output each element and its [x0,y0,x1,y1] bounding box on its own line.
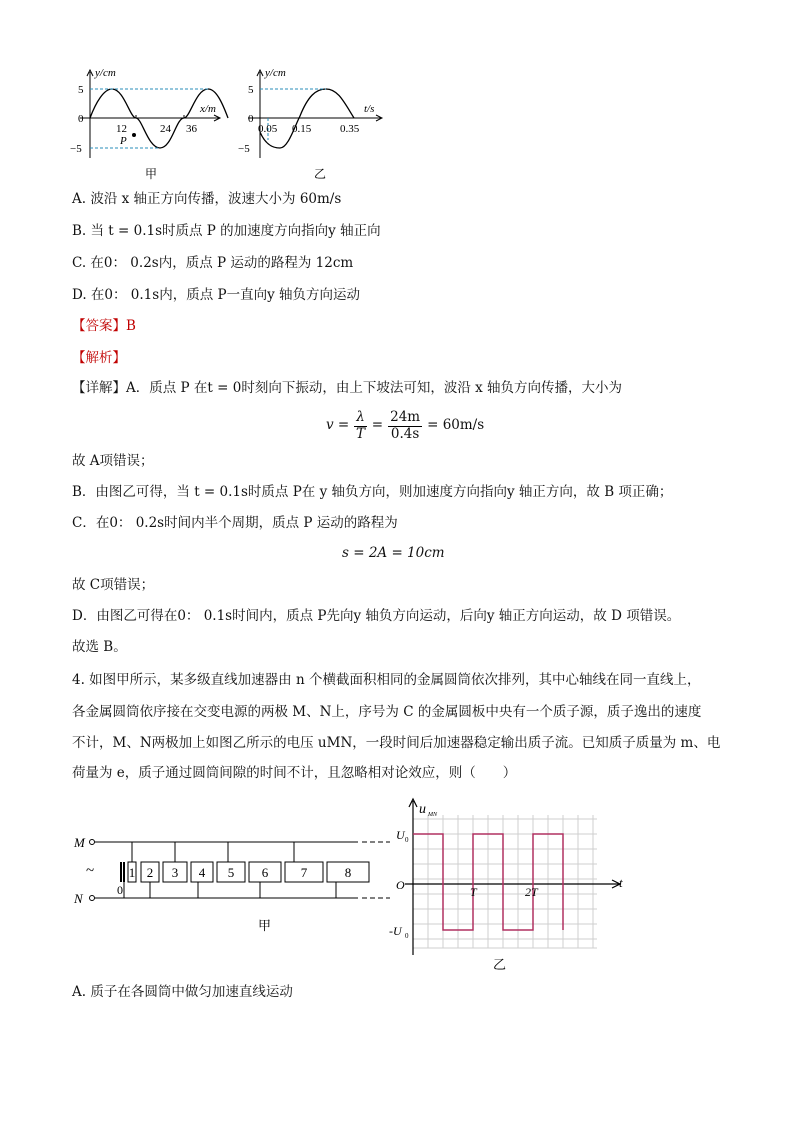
q4-line-3: 不计，M、N两极加上如图乙所示的电压 uMN，一段时间后加速器稳定输出质子流。已知质子质量为 m、电 [72,735,721,751]
vib-tick-x-015: 0.15 [292,123,312,135]
tube-label-8: 8 [344,865,352,880]
fraction-num-24m: 24m [390,409,421,425]
voltage-u0-sub: 0 [405,836,409,844]
tube-label-5: 5 [227,865,235,880]
q3-option-d: D. 在0： 0.1s内，质点 P一直向y 轴负方向运动 [72,287,360,303]
wave-tick-y-5: 5 [78,84,84,96]
vib-tick-x-035: 0.35 [340,123,360,135]
tube-label-3: 3 [171,865,179,880]
vib-ylabel: y/cm [265,67,286,79]
q4-line-4: 荷量为 e，质子通过圆筒间隙的时间不计，且忽略相对论效应，则（ ） [72,765,517,781]
tube-label-6: 6 [261,865,269,880]
voltage-neg-u0-sub: 0 [405,932,409,940]
detail-a-line: 【详解】A．质点 P 在t = 0时刻向下振动，由上下坡法可知，波沿 x 轴负方向传播，大小为 [72,380,623,396]
formula-v [326,408,484,444]
wave-ylabel: y/cm [95,67,116,79]
fraction-lambda-t [354,411,367,441]
point-p [132,133,136,137]
acc-caption: 甲 [258,918,272,933]
voltage-ylabel-sub: MN [428,812,437,818]
detail-a-conclusion: 故 A项错误； [72,453,154,469]
analysis-tag: 【解析】 [72,350,126,366]
choose-line: 故选 B。 [72,639,127,655]
detail-c-conclusion: 故 C项错误； [72,577,155,593]
vib-tick-y-neg5: −5 [238,143,250,155]
formula-equals: = [371,417,384,434]
acc-label-zero: 0 [117,883,123,897]
voltage-u0: U [396,828,405,842]
voltage-grid [413,815,597,948]
fraction-num-lambda: λ [356,409,365,425]
wave-tick-x-36: 36 [186,123,197,135]
q3-option-b: B. 当 t = 0.1s时质点 P 的加速度方向指向y 轴正向 [72,223,381,239]
wave-point-label: P [120,135,127,147]
vib-tick-x-005: 0.05 [258,123,278,135]
tube-label-4: 4 [198,865,206,880]
tube-label-1: 1 [128,865,136,880]
fraction-24m-04s [388,411,422,441]
detail-c-line: C．在0： 0.2s时间内半个周期，质点 P 运动的路程为 [72,515,398,531]
acc-label-m: M [74,835,85,850]
wave-caption: 甲 [145,167,158,181]
wave-graph [70,58,240,188]
fraction-den-04s: 0.4s [390,425,420,442]
q3-option-a: A. 波沿 x 轴正方向传播，波速大小为 60m/s [72,191,342,207]
accelerator-diagram [68,822,398,942]
voltage-tick-t: T [470,885,477,899]
voltage-tick-2t: 2T [525,885,538,899]
formula-v-lhs: v = [326,417,350,434]
tube-label-7: 7 [300,865,308,880]
detail-d-line: D．由图乙可得在0： 0.1s时间内，质点 P先向y 轴负方向运动，后向y 轴正方向运动，故 D 项错误。 [72,608,681,624]
voltage-caption: 乙 [493,957,507,972]
voltage-origin: O [396,878,405,892]
vib-xlabel: t/s [364,103,375,115]
formula-v-result: = 60m/s [427,417,485,434]
voltage-neg-u0: -U [389,924,402,938]
wave-tick-x-24: 24 [160,123,171,135]
formula-s: s = 2A = 10cm [342,545,445,561]
vib-tick-y-0: 0 [248,113,254,125]
acc-ac-symbol: ~ [86,863,95,879]
wave-tick-y-neg5: −5 [70,143,82,155]
wave-tick-x-12: 12 [116,123,127,135]
voltage-ylabel: u [419,802,426,817]
vibration-graph [232,58,392,188]
voltage-graph [385,795,630,975]
vib-tick-y-5: 5 [248,84,254,96]
q4-option-a: A. 质子在各圆筒中做匀加速直线运动 [72,984,293,1000]
q4-line-1: 4. 如图甲所示，某多级直线加速器由 n 个横截面积相同的金属圆筒依次排列，其中心轴线在同一直线上， [72,672,701,688]
voltage-xlabel: t [619,875,623,890]
q3-option-c: C. 在0： 0.2s内，质点 P 运动的路程为 12cm [72,255,354,271]
tube-label-2: 2 [146,865,154,880]
detail-b-line: B．由图乙可得，当 t = 0.1s时质点 P在 y 轴负方向，则加速度方向指向y 轴正方向，故 B 项正确； [72,484,673,500]
q4-line-2: 各金属圆筒依序接在交变电源的两极 M、N上，序号为 C 的金属圆板中央有一个质子源，质子逸出的速度 [72,704,702,720]
vib-caption: 乙 [314,167,327,181]
wave-tick-y-0: 0 [78,113,84,125]
fraction-den-t: T [356,425,366,442]
answer-tag: 【答案】B [72,318,136,334]
wave-xlabel: x/m [200,103,216,115]
acc-label-n: N [74,891,83,906]
